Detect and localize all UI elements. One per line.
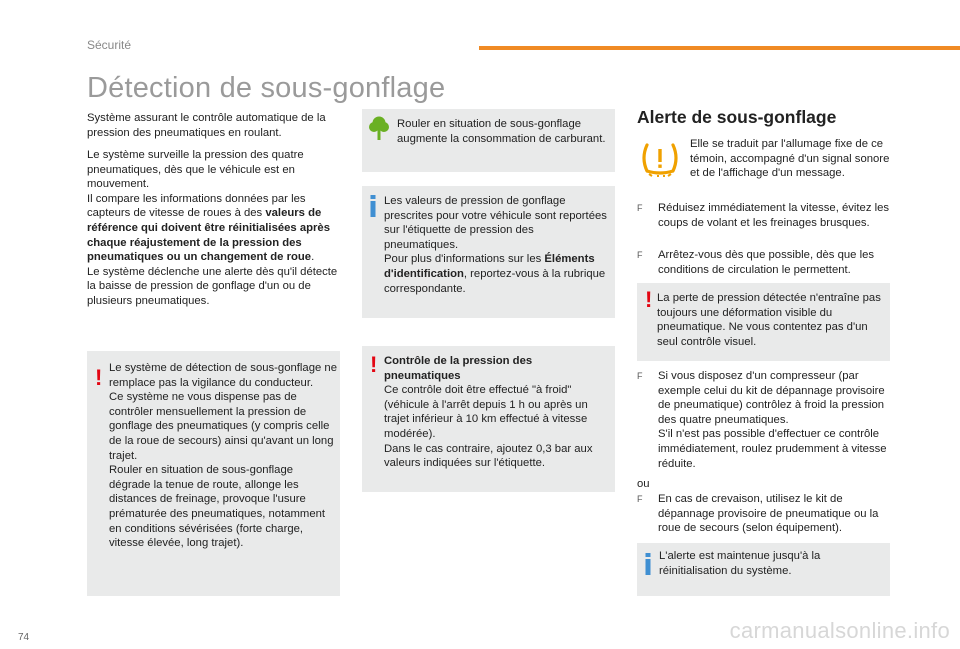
bullet-text: Réduisez immédiatement la vitesse, évitez les coups de volant et les freinages brusques.	[658, 202, 890, 229]
bullet-reduce-speed	[637, 201, 890, 231]
pressure-check-title: Contrôle de la pression des pneumatiques	[384, 355, 533, 382]
pressure-check-text	[384, 354, 610, 471]
system-desc-compare: Il compare les informations données par les capteurs de vitesse de roues à des valeurs de référence qui doivent être réinitialisées après chaque réajustement de la pression des pneumatiques ou un changement de roue.	[87, 192, 330, 264]
alert-maintained-text: L'alerte est maintenue jusqu'à la réinitialisation du système.	[659, 550, 821, 577]
warning-icon: !	[370, 352, 378, 377]
page-title: Détection de sous-gonflage	[87, 72, 446, 104]
section-label: Sécurité	[87, 38, 132, 52]
info-identification-ref: Pour plus d'informations sur les Éléments d'identification, reportez-vous à la rubrique correspondante.	[384, 253, 606, 295]
bullet-marker: F	[637, 250, 643, 260]
system-desc-line: Le système surveille la pression des quatre pneumatiques, dès que le véhicule est en mouvement.	[87, 149, 304, 191]
warning-text-1: Le système de détection de sous-gonflage ne remplace pas la vigilance du conducteur. Ce système ne vous dispense pas de contrôler mensuellement la pression de gonflage des pneumatiques (y compris celle de la roue de secours) ainsi qu'avant un long trajet. Rouler en situation de sous-gonflage dégrade la tenue de route, allonge les distances de freinage, provoque l'usure prématurée des pneumatiques, notamment en conditions sévérisées (forte charge, vitesse élevée, long trajet).	[109, 362, 337, 550]
info-pressure-values: Les valeurs de pression de gonflage prescrites pour votre véhicule sont reportées sur l'étiquette de pression des pneumatiques.	[384, 195, 607, 251]
info-icon	[370, 195, 376, 217]
eco-box	[362, 109, 615, 172]
bullet-marker: F	[637, 203, 643, 213]
bullet-puncture	[637, 492, 890, 538]
info-text-1	[384, 194, 610, 296]
pressure-check-body: Ce contrôle doit être effectué "à froid" (véhicule à l'arrêt depuis 1 h ou après un trajet inférieur à 10 km effectué à vitesse modérée). Dans le cas contraire, ajoutez 0,3 bar aux valeurs indiquées sur l'étiquette.	[384, 384, 593, 470]
warning-box-3	[637, 283, 890, 361]
warning-box-2	[362, 346, 615, 492]
system-description	[87, 148, 343, 309]
lamp-description: Elle se traduit par l'allumage fixe de ce témoin, accompagné d'un signal sonore et de l'affichage d'un message.	[690, 138, 890, 180]
info-icon	[645, 553, 651, 575]
bullet-text: En cas de crevaison, utilisez le kit de dépannage provisoire de pneumatique ou la roue de secours (selon équipement).	[658, 493, 879, 535]
bullet-compressor	[637, 369, 890, 477]
warning-icon: !	[645, 287, 653, 312]
eco-text: Rouler en situation de sous-gonflage augmente la consommation de carburant.	[397, 118, 606, 145]
or-text: ou	[637, 478, 650, 490]
bullet-marker: F	[637, 371, 643, 381]
system-desc-alert: Le système déclenche une alerte dès qu'il détecte la baisse de pression de gonflage d'un ou de plusieurs pneumatiques.	[87, 265, 338, 307]
warning-box-1	[87, 351, 340, 596]
bullet-text: Arrêtez-vous dès que possible, dès que les conditions de circulation le permettent.	[658, 249, 875, 276]
bullet-marker: F	[637, 494, 643, 504]
tree-icon	[369, 115, 389, 141]
bullet-stop	[637, 248, 890, 278]
header-rule	[479, 46, 960, 50]
tyre-pressure-warning-lamp-icon	[638, 141, 682, 177]
warning-icon: !	[95, 365, 103, 390]
info-box-2	[637, 543, 890, 596]
alert-heading: Alerte de sous-gonflage	[637, 107, 837, 127]
info-box-1	[362, 186, 615, 318]
visual-check-warning: La perte de pression détectée n'entraîne pas toujours une déformation visible du pneumatique. Ne vous contentez pas d'un seul contrôle visuel.	[657, 292, 881, 348]
intro-paragraph: Système assurant le contrôle automatique de la pression des pneumatiques en roulant.	[87, 112, 326, 139]
watermark: carmanualsonline.info	[729, 618, 950, 643]
bullet-text: Si vous disposez d'un compresseur (par exemple celui du kit de dépannage provisoire de pneumatique) contrôlez à froid la pression des quatre pneumatiques. S'il n'est pas possible d'effectuer ce contrôle immédiatement, roulez prudemment à vitesse réduite.	[658, 370, 887, 470]
page-number: 74	[18, 632, 30, 643]
